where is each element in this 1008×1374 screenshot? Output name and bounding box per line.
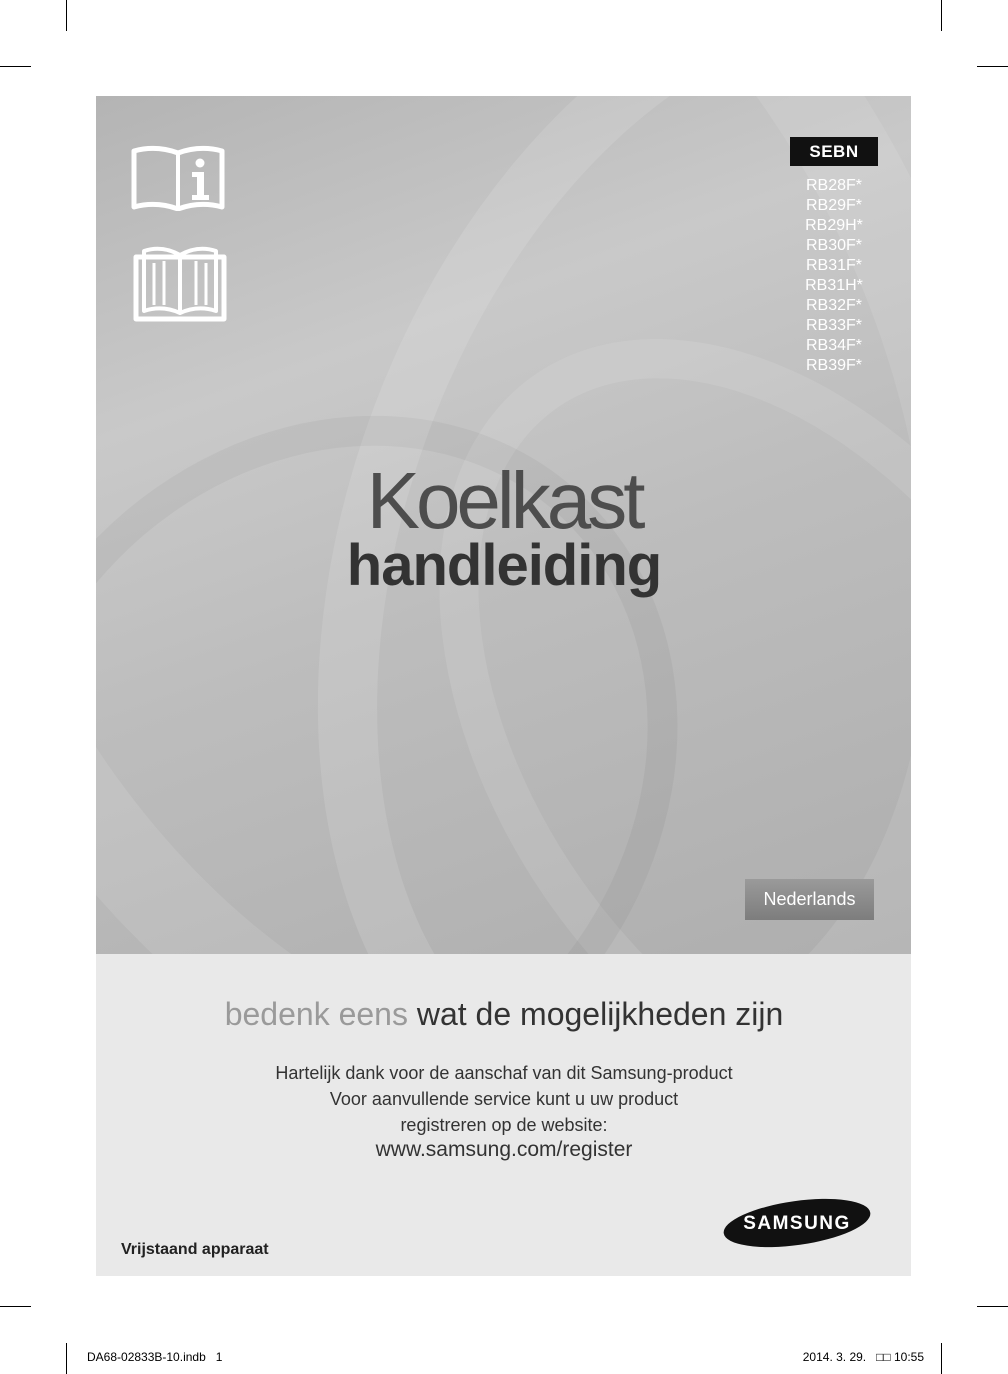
model-item: RB29H* bbox=[805, 217, 863, 234]
region-badge: SEBN bbox=[790, 137, 878, 166]
page-title: Koelkast bbox=[366, 456, 642, 545]
tagline-dark: wat de mogelijkheden zijn bbox=[416, 996, 784, 1032]
model-item: RB29F* bbox=[805, 197, 863, 214]
thanks-text bbox=[0, 1060, 1008, 1138]
open-book-icon bbox=[132, 243, 228, 323]
crop-mark bbox=[977, 1306, 1008, 1307]
page-subtitle: handleiding bbox=[346, 533, 662, 598]
language-tab: Nederlands bbox=[745, 879, 874, 920]
thanks-line: Hartelijk dank voor de aanschaf van dit Samsung-product bbox=[275, 1063, 733, 1083]
model-item: RB34F* bbox=[805, 337, 863, 354]
crop-mark bbox=[941, 0, 942, 31]
model-item: RB32F* bbox=[805, 297, 863, 314]
tagline bbox=[0, 996, 1008, 1033]
thanks-line: Voor aanvullende service kunt u uw product bbox=[329, 1089, 679, 1109]
product-type: Vrijstaand apparaat bbox=[121, 1241, 269, 1258]
info-book-icon bbox=[130, 143, 226, 211]
samsung-logo bbox=[721, 1196, 873, 1250]
tagline-light: bedenk eens bbox=[224, 996, 408, 1032]
model-item: RB30F* bbox=[805, 237, 863, 254]
crop-mark bbox=[0, 1306, 31, 1307]
model-item: RB39F* bbox=[805, 357, 863, 374]
crop-mark bbox=[66, 0, 67, 31]
brand-name: SAMSUNG bbox=[743, 1213, 851, 1234]
model-item: RB31F* bbox=[805, 257, 863, 274]
footer-file-info: DA68-02833B-10.indb 1 bbox=[87, 1350, 223, 1364]
footer-timestamp: 2014. 3. 29. □□ 10:55 bbox=[802, 1350, 924, 1364]
register-url[interactable]: www.samsung.com/register bbox=[375, 1138, 633, 1161]
crop-mark bbox=[977, 66, 1008, 67]
model-item: RB33F* bbox=[805, 317, 863, 334]
model-item: RB28F* bbox=[805, 177, 863, 194]
model-item: RB31H* bbox=[805, 277, 863, 294]
crop-mark bbox=[941, 1343, 942, 1374]
thanks-line: registreren op de website: bbox=[400, 1115, 608, 1135]
background-swoosh bbox=[96, 273, 823, 954]
crop-mark bbox=[66, 1343, 67, 1374]
crop-mark bbox=[0, 66, 31, 67]
model-list bbox=[790, 176, 878, 376]
